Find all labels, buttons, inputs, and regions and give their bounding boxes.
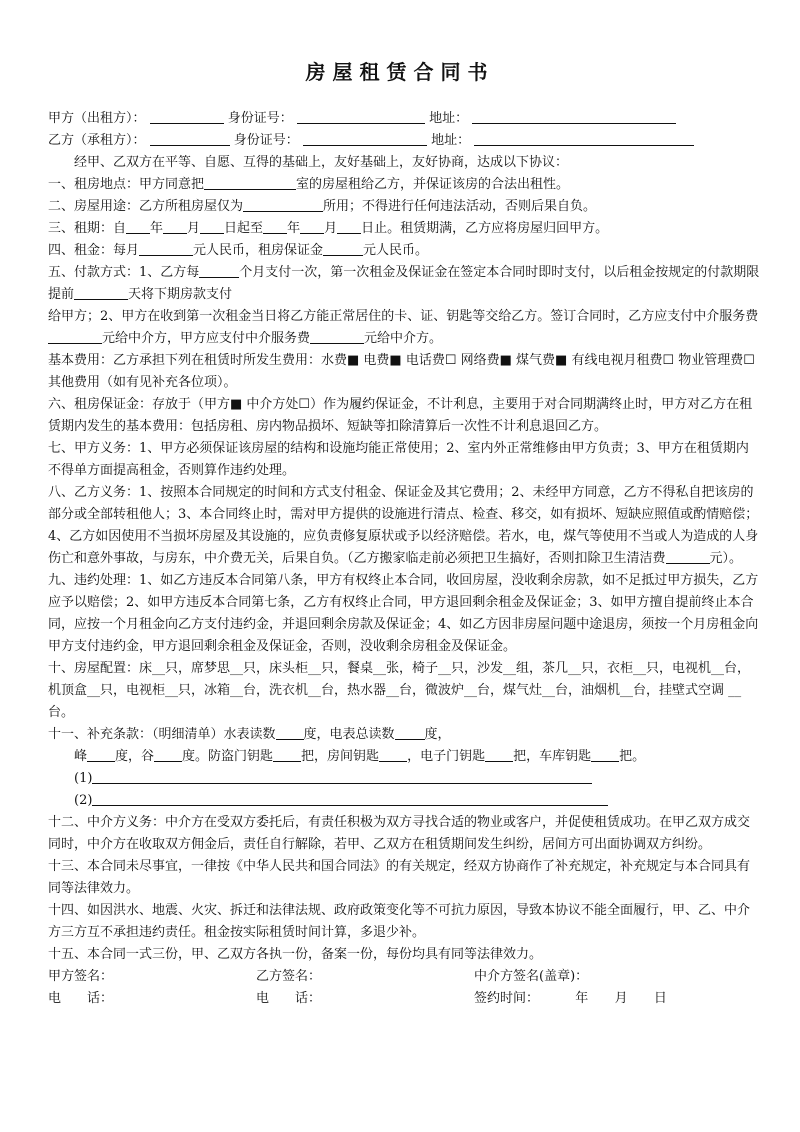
month-label: 月 — [187, 221, 201, 236]
landlord-fee-blank[interactable] — [310, 328, 364, 344]
clause-5 — [48, 262, 760, 306]
clause-1-text-2: 室的房屋租给乙方，并保证该房的合法出租性。 — [296, 177, 570, 192]
party-a-label: 甲方（出租方）： — [48, 111, 146, 126]
peak-blank[interactable] — [87, 746, 115, 762]
contract-body — [48, 108, 760, 1010]
clause-11-text: 十一、补充条款：（明细清单）水表读数 — [48, 727, 276, 742]
clause-15: 十五、本合同一式三份，甲、乙双方各执一份，备案一份，每份均具有同等法律效力。 — [48, 947, 543, 962]
supplement-item-1 — [48, 768, 760, 790]
month-label: 月 — [324, 221, 338, 236]
party-b-address-blank[interactable] — [474, 130, 694, 146]
clause-5-text-3: 天将下期房款支付 — [128, 287, 233, 302]
party-b-address-label: 地址： — [431, 133, 471, 148]
clause-5-text: 五、付款方式：1、乙方每 — [48, 265, 200, 280]
agent-signature[interactable]: 中介方签名(盖章)： — [474, 969, 589, 984]
supplement-item-2 — [48, 790, 760, 812]
clause-8 — [48, 482, 760, 570]
supplement-2-blank[interactable] — [92, 790, 608, 806]
party-a-signature[interactable]: 甲方签名： — [48, 969, 114, 984]
clause-9: 九、违约处理：1、如乙方违反本合同第八条，甲方有权终止本合同，收回房屋，没收剩余房款，如不足抵过甲方损失，乙方应予以赔偿；2、如甲方违反本合同第七条，乙方有权终止合同，甲方退回剩余租金及保证金；3、如甲方擅自提前终止本合同，应按一个月租金向乙方支付违约金，并退回剩余房款及保证金；4、如乙方因非房屋问题中途退房，须按一个月房租金向甲方支付违约金，甲方退回剩余租金及保证金，否则，没收剩余房租金及保证金。 — [48, 573, 759, 654]
room-blank[interactable] — [204, 174, 296, 190]
clause-1-text: 一、租房地点：甲方同意把 — [48, 177, 205, 192]
clause-8-text: 八、乙方义务：1、按照本合同规定的时间和方式支付租金、保证金及其它费用；2、未经甲方同意，乙方不得私自把该房的部分或全部转租他人；3、本合同终止时，需对甲方提供的设施进行清点、检查、移交，如有损坏、短缺应照值或酌情赔偿；4、乙方如因使用不当损坏房屋及其设施的，应负责修复原状或予以经济赔偿。若水，电，煤气等使用不当或人为造成的人身伤亡和意外事故，与房东，中介费无关，后果自负。（乙方搬家临走前必须把卫生搞好，否则扣除卫生清洁费 — [48, 485, 759, 566]
date-month: 月 — [614, 991, 628, 1006]
room-key-blank[interactable] — [379, 746, 407, 762]
e-key-blank[interactable] — [485, 746, 513, 762]
start-day-blank[interactable] — [200, 218, 224, 234]
clause-5-text-2: 个月支付一次，第一次租金及保证金在签定本合同时即时支付，以后租金按规定的付款期限提前 — [48, 265, 760, 302]
clause-2-text-2: 所用；不得进行任何违法活动，否则后果自负。 — [323, 199, 597, 214]
supplement-1-blank[interactable] — [92, 768, 592, 784]
valley-label: 度，谷 — [115, 749, 155, 764]
end-year-blank[interactable] — [263, 218, 287, 234]
valley-blank[interactable] — [154, 746, 182, 762]
cleaning-fee-blank[interactable] — [666, 548, 710, 564]
clause-10: 十、房屋配置：床__只，席梦思__只，床头柜__只，餐桌__张，椅子__只，沙发__组，茶几__只，衣柜__只，电视机__台，机顶盒__只，电视柜__只，冰箱__台，洗衣机__台，热水器__台，微波炉__台，煤气灶__台，油烟机__台，挂壁式空调 __台。 — [48, 661, 751, 720]
item-1-label: (1) — [74, 771, 93, 786]
clause-3-text-2: 日止。租赁期满，乙方应将房屋归回甲方。 — [361, 221, 609, 236]
clause-4-text-2: 元人民币，租房保证金 — [193, 243, 324, 258]
start-year-blank[interactable] — [126, 218, 150, 234]
party-b-id-label: 身份证号： — [233, 133, 299, 148]
advance-days-blank[interactable] — [74, 284, 128, 300]
clause-5-text-4: 给甲方；2、甲方在收到第一次租金当日将乙方能正常居住的卡、证、钥匙等交给乙方。签订合同时，乙方应支付中介服务费 — [48, 309, 759, 324]
clause-11-text-2: 度，电表总读数 — [303, 727, 395, 742]
basic-fees: 基本费用：乙方承担下列在租赁时所发生费用：水费■ 电费■ 电话费☐ 网络费■ 煤气费■ 有线电视月租费☐ 物业管理费☐ 其他费用（如有见补充各位项）。 — [48, 353, 755, 390]
signature-row — [48, 966, 760, 988]
clause-4-text: 四、租金：每月 — [48, 243, 140, 258]
end-day-blank[interactable] — [337, 218, 361, 234]
contact-row — [48, 988, 760, 1010]
party-a-id-label: 身份证号： — [227, 111, 293, 126]
end-month-blank[interactable] — [300, 218, 324, 234]
party-a-phone[interactable]: 电 话： — [48, 991, 114, 1006]
day-label: 日起至 — [224, 221, 264, 236]
signing-date[interactable] — [474, 988, 760, 1010]
date-day: 日 — [653, 991, 667, 1006]
party-b-id-blank[interactable] — [303, 130, 427, 146]
clause-11 — [48, 724, 760, 746]
clause-13: 十三、本合同未尽事宜，一律按《中华人民共和国合同法》的有关规定，经双方协商作了补充规定，补充规定与本合同具有同等法律效力。 — [48, 859, 751, 896]
clause-3-text: 三、租期：自 — [48, 221, 127, 236]
party-a-name-blank[interactable] — [150, 108, 224, 124]
clause-11-end: 把。 — [619, 749, 646, 764]
party-a-id-blank[interactable] — [297, 108, 425, 124]
clause-11-cont — [48, 746, 760, 768]
door-key-blank[interactable] — [273, 746, 301, 762]
months-blank[interactable] — [199, 262, 239, 278]
contract-title: 房屋租赁合同书 — [305, 60, 495, 84]
party-b-line — [48, 130, 760, 152]
garage-key-blank[interactable] — [591, 746, 619, 762]
clause-5-cont — [48, 306, 760, 350]
date-year: 年 — [575, 991, 589, 1006]
e-key-label: ，电子门钥匙 — [407, 749, 486, 764]
clause-5-text-5: 元给中介方，甲方应支付中介服务费 — [102, 331, 311, 346]
date-label: 签约时间： — [474, 991, 540, 1006]
clause-4-text-3: 元人民币。 — [363, 243, 429, 258]
year-label: 年 — [287, 221, 301, 236]
water-meter-blank[interactable] — [276, 724, 304, 740]
clause-3 — [48, 218, 760, 240]
tenant-fee-blank[interactable] — [48, 328, 102, 344]
clause-7: 七、甲方义务：1、甲方必须保证该房屋的结构和设施均能正常使用；2、室内外正常维修由甲方负责；3、甲方在租赁期内不得单方面提高租金，否则算作违约处理。 — [48, 441, 749, 478]
deposit-blank[interactable] — [323, 240, 363, 256]
item-2-label: (2) — [74, 793, 93, 808]
party-a-line — [48, 108, 760, 130]
start-month-blank[interactable] — [163, 218, 187, 234]
party-b-signature[interactable]: 乙方签名： — [256, 969, 322, 984]
peak-label: 峰 — [74, 749, 88, 764]
clause-8-text-2: 元）。 — [709, 551, 743, 566]
party-b-name-blank[interactable] — [150, 130, 230, 146]
party-b-phone[interactable]: 电 话： — [256, 991, 322, 1006]
clause-14: 十四、如因洪水、地震、火灾、拆迁和法律法规、政府政策变化等不可抗力原因，导致本协议不能全面履行，甲、乙、中介方三方互不承担违约责任。租金按实际租赁时间计算，多退少补。 — [48, 903, 751, 940]
room-key-label: 把，房间钥匙 — [301, 749, 380, 764]
party-b-label: 乙方（承租方）： — [48, 133, 146, 148]
clause-1 — [48, 174, 760, 196]
clause-5-text-6: 元给中介方。 — [364, 331, 443, 346]
party-a-address-blank[interactable] — [472, 108, 676, 124]
clause-11-text-3: 度， — [424, 727, 451, 742]
garage-key-label: 把，车库钥匙 — [513, 749, 592, 764]
electric-meter-blank[interactable] — [395, 724, 425, 740]
purpose-blank[interactable] — [243, 196, 323, 212]
clause-12: 十二、中介方义务：中介方在受双方委托后，有责任积极为双方寻找合适的物业或客户，并促使租赁成功。在甲乙双方成交同时，中介方在收取双方佣金后，责任自行解除，若甲、乙双方在租赁期间发生纠纷，居间方可出面协调双方纠纷。 — [48, 815, 751, 852]
clause-2-text: 二、房屋用途：乙方所租房屋仅为 — [48, 199, 244, 214]
clause-4 — [48, 240, 760, 262]
rent-blank[interactable] — [139, 240, 193, 256]
party-a-address-label: 地址： — [429, 111, 469, 126]
intro-line: 经甲、乙双方在平等、自愿、互得的基础上，友好基础上，友好协商，达成以下协议： — [74, 155, 569, 170]
clause-6: 六、租房保证金：存放于（甲方■ 中介方处☐）作为履约保证金，不计利息，主要用于对合同期满终止时，甲方对乙方在租赁期内发生的基本费用：包括房租、房内物品损坏、短缺等扣除清算后一次性不计利息退回乙方。 — [48, 397, 753, 434]
year-label: 年 — [150, 221, 164, 236]
door-key-label: 度。防盗门钥匙 — [182, 749, 274, 764]
clause-2 — [48, 196, 760, 218]
